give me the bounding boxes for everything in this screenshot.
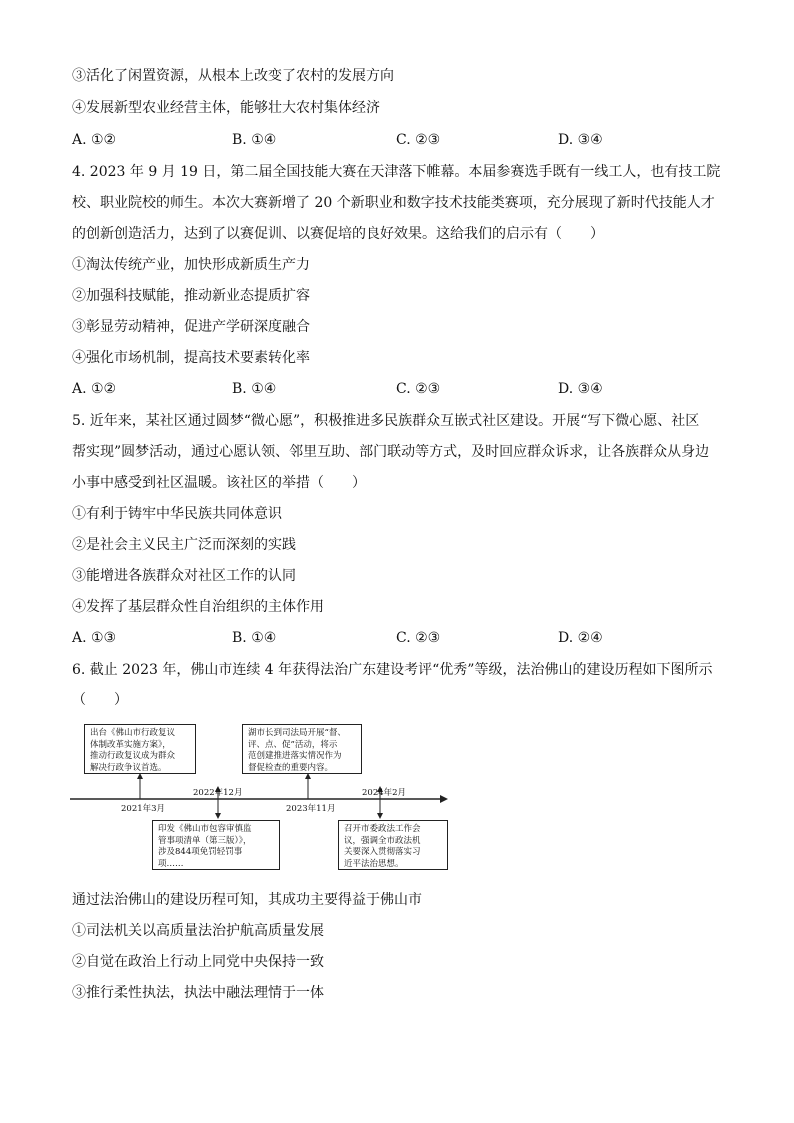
- q3-statement-3: ③活化了闲置资源，从根本上改变了农村的发展方向: [72, 68, 394, 84]
- q4-statement-2: ②加强科技赋能，推动新业态提质扩容: [72, 288, 310, 304]
- q5-stem-line-3: 小事中感受到社区温暖。该社区的举措（ ）: [72, 475, 366, 491]
- q4-option-d: D. ③④: [558, 381, 603, 397]
- timeline-event-box-2021: 出台《佛山市行政复议 体制改革实施方案》， 推动行政复议成为群众 解决行政争议首选。: [84, 724, 196, 774]
- q4-stem-line-2: 校、职业院校的师生。本次大赛新增了 20 个新职业和数字技术技能类赛项，充分展现了新时代技能人才: [72, 195, 715, 211]
- q5-stem-line-1: 5. 近年来，某社区通过圆梦“微心愿”，积极推进多民族群众互嵌式社区建设。开展“写下微心愿、社区: [72, 413, 700, 429]
- q4-option-a: A. ①②: [72, 381, 117, 397]
- q5-statement-2: ②是社会主义民主广泛而深刻的实践: [72, 537, 296, 553]
- q3-option-a: A. ①②: [72, 132, 117, 148]
- timeline-date-2022-12: 2022年12月: [193, 788, 243, 798]
- q5-statement-4: ④发挥了基层群众性自治组织的主体作用: [72, 599, 324, 615]
- q5-option-a: A. ①③: [72, 630, 117, 646]
- timeline-event-box-2022: 印发《佛山市包容审慎监 管事项清单（第三版）》， 涉及844项免罚轻罚事 项……: [152, 820, 280, 870]
- timeline-axis-arrowhead: [440, 795, 448, 803]
- q4-option-c: C. ②③: [396, 381, 441, 397]
- q4-option-b: B. ①④: [232, 381, 277, 397]
- q3-option-c: C. ②③: [396, 132, 441, 148]
- q5-option-c: C. ②③: [396, 630, 441, 646]
- q5-statement-1: ①有利于铸牢中华民族共同体意识: [72, 506, 282, 522]
- q6-statement-3: ③推行柔性执法，执法中融法理情于一体: [72, 985, 324, 1001]
- q3-statement-4: ④发展新型农业经营主体，能够壮大农村集体经济: [72, 100, 380, 116]
- q4-stem-line-1: 4. 2023 年 9 月 19 日，第二届全国技能大赛在天津落下帷幕。本届参赛选手既有一线工人，也有技工院: [72, 164, 721, 180]
- q5-option-d: D. ②④: [558, 630, 603, 646]
- q5-option-b: B. ①④: [232, 630, 277, 646]
- timeline-date-2021-03: 2021年3月: [121, 804, 166, 814]
- q6-statement-1: ①司法机关以高质量法治护航高质量发展: [72, 923, 324, 939]
- timeline-event-box-2023: 湖市长到司法局开展“督、 评、点、促”活动，将示 范创建推进落实情况作为 督促检查的重要内容。: [242, 724, 362, 774]
- timeline-date-2024-02: 2024年2月: [362, 788, 407, 798]
- q3-option-d: D. ③④: [558, 132, 603, 148]
- q6-statement-2: ②自觉在政治上行动上同党中央保持一致: [72, 954, 324, 970]
- q6-stem-line-1: 6. 截止 2023 年，佛山市连续 4 年获得法治广东建设考评“优秀”等级，法治佛山的建设历程如下图所示: [72, 662, 713, 678]
- q6-after-diagram-text: 通过法治佛山的建设历程可知，其成功主要得益于佛山市: [72, 892, 422, 908]
- q4-statement-3: ③彰显劳动精神，促进产学研深度融合: [72, 319, 310, 335]
- q4-statement-4: ④强化市场机制，提高技术要素转化率: [72, 350, 310, 366]
- q5-stem-line-2: 帮实现”圆梦活动，通过心愿认领、邻里互助、部门联动等方式，及时回应群众诉求，让各族群众从身边: [72, 444, 710, 460]
- q5-statement-3: ③能增进各族群众对社区工作的认同: [72, 568, 296, 584]
- timeline-event-box-2024: 召开市委政法工作会 议，强调全市政法机 关要深入贯彻落实习 近平法治思想。: [338, 820, 448, 870]
- q4-stem-line-3: 的创新创造活力，达到了以赛促训、以赛促培的良好效果。这给我们的启示有（ ）: [72, 226, 604, 242]
- q3-option-b: B. ①④: [232, 132, 277, 148]
- q6-stem-line-2: （ ）: [72, 692, 128, 708]
- timeline-date-2023-11: 2023年11月: [286, 804, 336, 814]
- q4-statement-1: ①淘汰传统产业，加快形成新质生产力: [72, 257, 310, 273]
